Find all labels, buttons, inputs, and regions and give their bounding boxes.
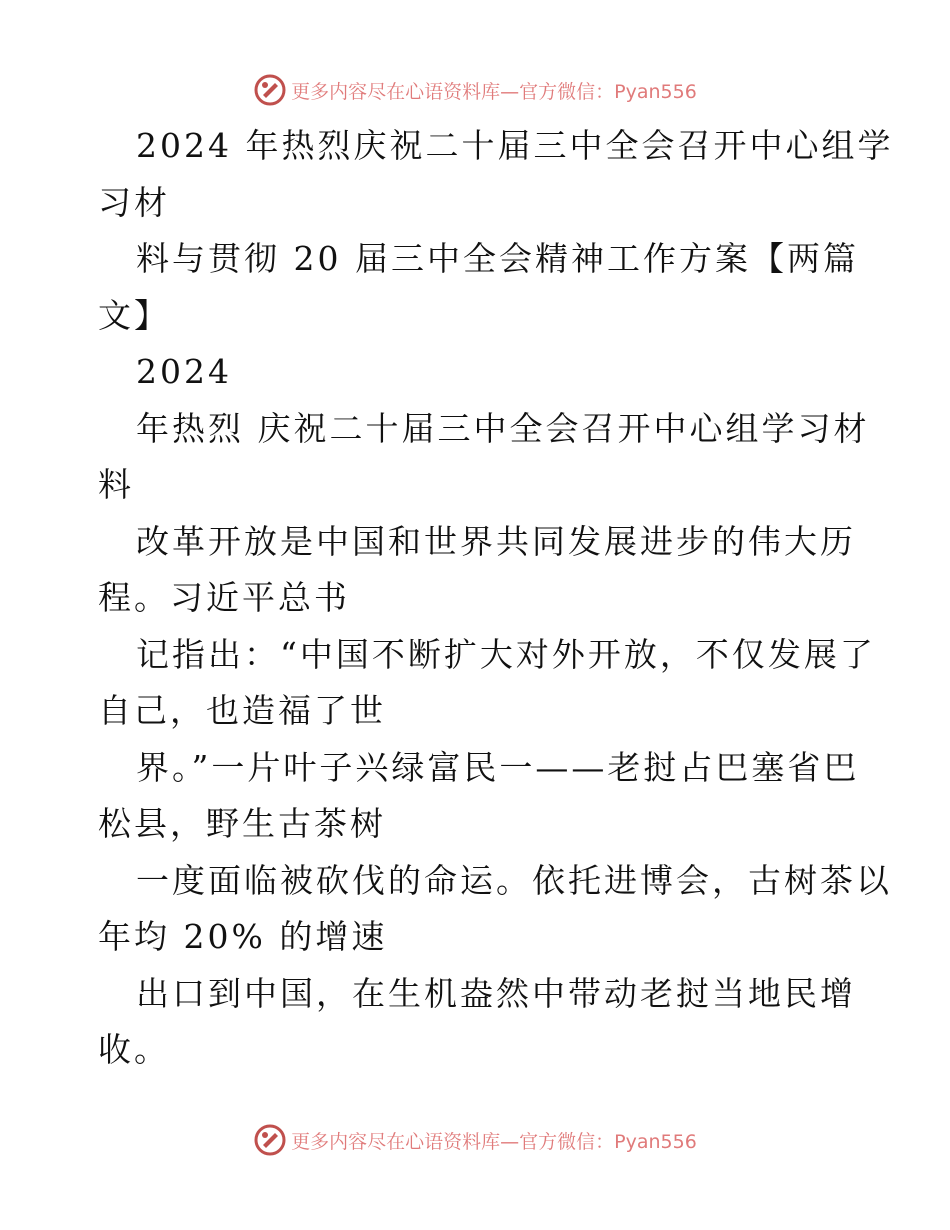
text-line: 年均 20% 的增速 <box>98 917 388 956</box>
text-line: 一度面临被砍伐的命运。依托进博会，古树茶以 <box>136 860 892 900</box>
text-line: 年热烈 庆祝二十届三中全会召开中心组学习材 <box>136 408 870 448</box>
text-line: 2024 年热烈庆祝二十届三中全会召开中心组学 <box>136 126 894 165</box>
text-line: 松县，野生古茶树 <box>98 804 386 843</box>
text-line: 记指出：“中国不断扩大对外开放，不仅发展了 <box>136 634 876 674</box>
text-line: 2024 <box>136 352 232 391</box>
text-line: 程。习近平总书 <box>98 578 350 617</box>
watermark-text: 更多内容尽在心语资料库—官方微信：Pyan556 <box>291 1130 697 1153</box>
text-line: 料 <box>98 465 134 504</box>
text-line: 界。”一片叶子兴绿富民一——老挝占巴塞省巴 <box>136 747 860 787</box>
watermark-text: 更多内容尽在心语资料库—官方微信：Pyan556 <box>291 80 697 103</box>
text-line: 习材 <box>98 182 170 222</box>
footer-watermark <box>0 1120 950 1160</box>
seal-logo-icon <box>253 73 287 107</box>
text-line: 自己，也造福了世 <box>98 691 386 730</box>
text-line: 改革开放是中国和世界共同发展进步的伟大历 <box>136 521 856 561</box>
text-line: 出口到中国，在生机盎然中带动老挝当地民增 <box>136 973 856 1013</box>
text-line: 料与贯彻 20 届三中全会精神工作方案【两篇 <box>136 239 859 278</box>
header-watermark <box>0 70 950 110</box>
seal-logo-icon <box>253 1123 287 1157</box>
document-body <box>98 118 894 1079</box>
text-line: 文】 <box>98 295 170 335</box>
text-line: 收。 <box>98 1030 170 1069</box>
